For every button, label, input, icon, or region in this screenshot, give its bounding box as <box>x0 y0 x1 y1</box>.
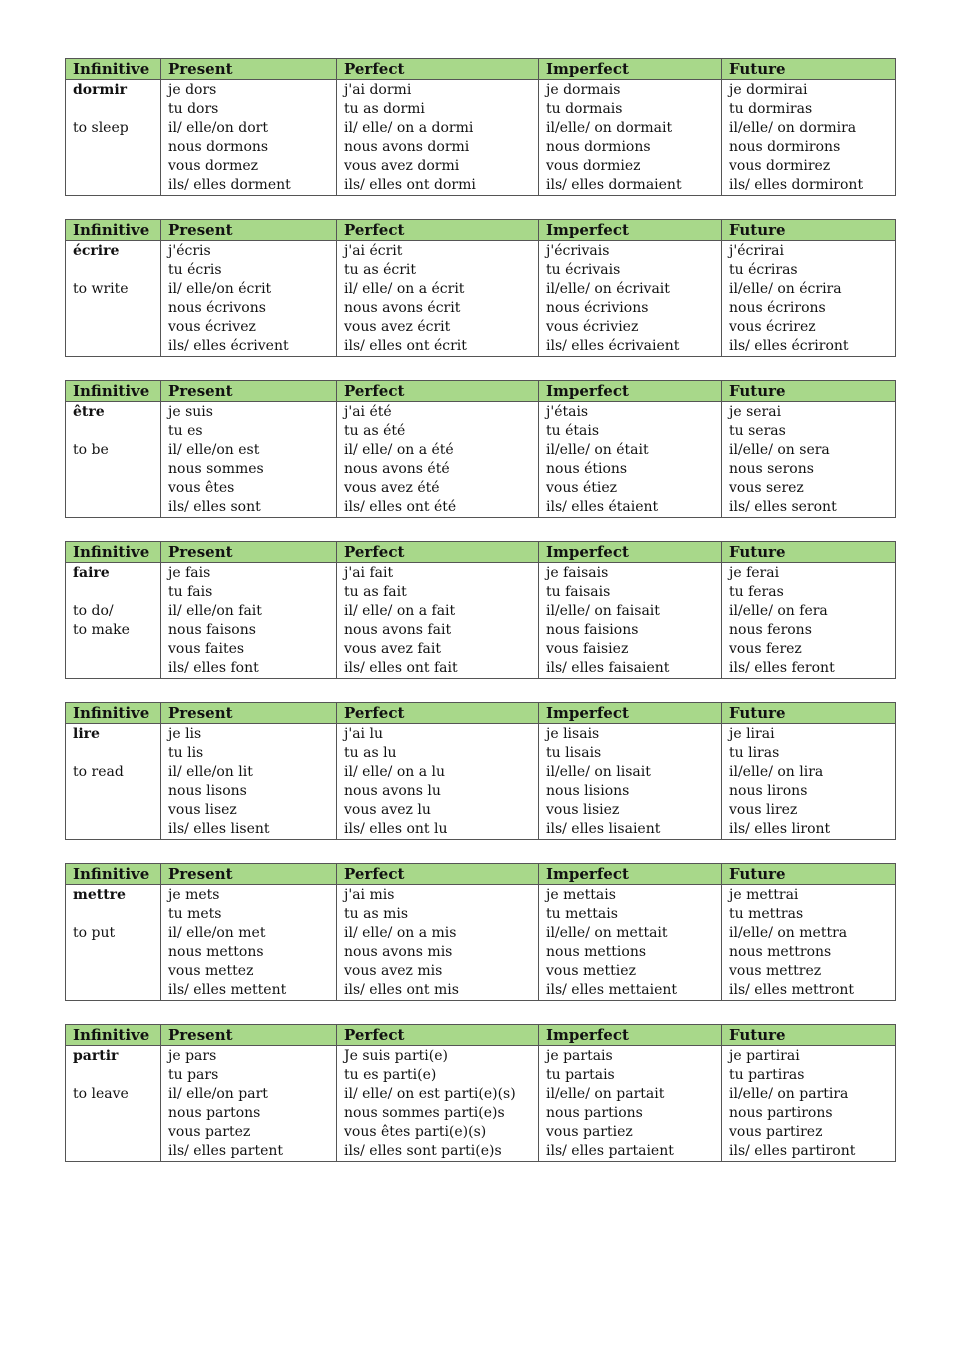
conjugation-line: vous dormez <box>168 158 259 174</box>
conjugation-line: il/ elle/ on a été <box>344 442 454 458</box>
conjugation-line: nous mettions <box>546 944 647 960</box>
column-header: Perfect <box>337 542 539 563</box>
conjugation-line: nous écrirons <box>729 300 826 316</box>
conjugation-line: nous mettons <box>168 944 264 960</box>
conjugation-line: tu fais <box>168 584 213 600</box>
conjugation-line: il/elle/ on partait <box>546 1086 665 1102</box>
imperfect-cell <box>539 563 722 679</box>
column-header: Present <box>161 703 337 724</box>
conjugation-line: il/elle/ on dormait <box>546 120 673 136</box>
imperfect-cell <box>539 885 722 1001</box>
column-header: Future <box>722 381 896 402</box>
conjugation-line: je mets <box>168 887 220 903</box>
conjugation-line: tu partais <box>546 1067 615 1083</box>
infinitive: écrire <box>73 243 120 259</box>
conjugation-line: ils/ elles partiront <box>729 1143 856 1159</box>
conjugation-line: tu mettras <box>729 906 804 922</box>
conjugation-line: j'écrirai <box>729 243 785 259</box>
conjugation-line: il/elle/ on écrira <box>729 281 842 297</box>
spacer <box>73 100 160 119</box>
column-header: Infinitive <box>66 59 161 80</box>
conjugation-line: tu lisais <box>546 745 602 761</box>
column-header: Imperfect <box>539 220 722 241</box>
conjugation-line: il/elle/ on écrivait <box>546 281 670 297</box>
column-header: Future <box>722 703 896 724</box>
conjugation-line: vous dormirez <box>729 158 831 174</box>
verb-table-2 <box>65 380 896 518</box>
column-header: Perfect <box>337 381 539 402</box>
meaning: to make <box>73 622 130 638</box>
header-row <box>66 542 896 563</box>
conjugation-line: je suis <box>168 404 213 420</box>
conjugation-line: tu as fait <box>344 584 407 600</box>
conjugation-line: Je suis parti(e) <box>344 1048 448 1064</box>
conjugation-line: ils/ elles mettent <box>168 982 287 998</box>
conjugation-line: nous dormons <box>168 139 269 155</box>
table-row <box>66 1046 896 1162</box>
conjugation-line: ils/ elles lisent <box>168 821 270 837</box>
column-header: Future <box>722 59 896 80</box>
conjugation-line: il/ elle/on fait <box>168 603 262 619</box>
conjugation-line: je lisais <box>546 726 600 742</box>
present-cell <box>161 241 337 357</box>
conjugation-line: il/elle/ on lira <box>729 764 824 780</box>
imperfect-cell <box>539 1046 722 1162</box>
table-row <box>66 80 896 196</box>
infinitive-cell <box>66 563 161 679</box>
column-header: Present <box>161 1025 337 1046</box>
conjugation-line: je mettrai <box>729 887 799 903</box>
conjugation-line: ils/ elles sont <box>168 499 261 515</box>
table-row <box>66 402 896 518</box>
conjugation-line: vous faisiez <box>546 641 629 657</box>
infinitive-cell <box>66 1046 161 1162</box>
conjugation-line: j'écrivais <box>546 243 610 259</box>
column-header: Imperfect <box>539 59 722 80</box>
conjugation-line: tu écris <box>168 262 222 278</box>
conjugation-line: nous dormions <box>546 139 651 155</box>
conjugation-line: j'écris <box>168 243 211 259</box>
conjugation-line: tu mettais <box>546 906 618 922</box>
conjugation-line: il/elle/ on dormira <box>729 120 857 136</box>
infinitive-cell <box>66 885 161 1001</box>
conjugation-line: je serai <box>729 404 782 420</box>
conjugation-line: tu liras <box>729 745 780 761</box>
perfect-cell <box>337 241 539 357</box>
conjugation-line: je faisais <box>546 565 609 581</box>
conjugation-line: nous avons fait <box>344 622 452 638</box>
conjugation-line: tu feras <box>729 584 784 600</box>
conjugation-line: nous écrivons <box>168 300 266 316</box>
header-row <box>66 381 896 402</box>
conjugation-line: ils/ elles ont été <box>344 499 457 515</box>
table-row <box>66 563 896 679</box>
conjugation-line: il/ elle/ on a lu <box>344 764 446 780</box>
column-header: Present <box>161 59 337 80</box>
future-cell <box>722 1046 896 1162</box>
conjugation-line: vous lisez <box>168 802 237 818</box>
conjugation-line: il/ elle/ on a écrit <box>344 281 465 297</box>
conjugation-line: je dors <box>168 82 217 98</box>
column-header: Present <box>161 542 337 563</box>
spacer <box>73 1066 160 1085</box>
conjugation-line: nous partons <box>168 1105 261 1121</box>
conjugation-line: j'ai écrit <box>344 243 403 259</box>
conjugation-line: tu partiras <box>729 1067 805 1083</box>
header-row <box>66 1025 896 1046</box>
conjugation-line: nous avons dormi <box>344 139 470 155</box>
conjugation-line: vous étiez <box>546 480 618 496</box>
conjugation-line: ils/ elles dorment <box>168 177 291 193</box>
conjugation-line: il/ elle/ on est parti(e)(s) <box>344 1086 516 1102</box>
conjugation-line: nous lisions <box>546 783 630 799</box>
column-header: Future <box>722 1025 896 1046</box>
meaning: to put <box>73 925 116 941</box>
conjugation-line: tu as écrit <box>344 262 416 278</box>
conjugation-line: tu as mis <box>344 906 409 922</box>
conjugation-line: ils/ elles ont mis <box>344 982 459 998</box>
conjugation-line: tu as été <box>344 423 406 439</box>
column-header: Imperfect <box>539 1025 722 1046</box>
conjugation-line: ils/ elles écriront <box>729 338 849 354</box>
spacer <box>73 583 160 602</box>
conjugation-line: il/ elle/on part <box>168 1086 268 1102</box>
conjugation-line: tu dormiras <box>729 101 813 117</box>
verb-table-1 <box>65 219 896 357</box>
present-cell <box>161 1046 337 1162</box>
conjugation-line: vous écriviez <box>546 319 639 335</box>
conjugation-line: tu faisais <box>546 584 611 600</box>
table-row <box>66 724 896 840</box>
conjugation-line: tu pars <box>168 1067 219 1083</box>
conjugation-line: ils/ elles faisaient <box>546 660 670 676</box>
column-header: Imperfect <box>539 703 722 724</box>
column-header: Imperfect <box>539 542 722 563</box>
spacer <box>73 261 160 280</box>
conjugation-line: ils/ elles lisaient <box>546 821 661 837</box>
conjugation-line: vous mettez <box>168 963 254 979</box>
conjugation-line: vous ferez <box>729 641 802 657</box>
conjugation-line: tu lis <box>168 745 204 761</box>
header-row <box>66 220 896 241</box>
conjugation-line: nous avons été <box>344 461 450 477</box>
present-cell <box>161 402 337 518</box>
spacer <box>73 905 160 924</box>
conjugation-line: ils/ elles partent <box>168 1143 284 1159</box>
table-row <box>66 241 896 357</box>
conjugation-line: j'ai été <box>344 404 392 420</box>
conjugation-line: nous faisons <box>168 622 256 638</box>
verb-tables <box>65 58 895 1185</box>
conjugation-line: vous partiez <box>546 1124 633 1140</box>
conjugation-line: nous sommes <box>168 461 264 477</box>
meaning: to leave <box>73 1086 129 1102</box>
conjugation-line: il/elle/ on sera <box>729 442 830 458</box>
conjugation-line: nous partirons <box>729 1105 833 1121</box>
conjugation-line: il/elle/ on fera <box>729 603 828 619</box>
conjugation-line: tu es <box>168 423 203 439</box>
imperfect-cell <box>539 402 722 518</box>
conjugation-line: nous lisons <box>168 783 247 799</box>
perfect-cell <box>337 402 539 518</box>
spacer <box>73 422 160 441</box>
conjugation-line: j'ai lu <box>344 726 383 742</box>
conjugation-line: nous mettrons <box>729 944 832 960</box>
spacer <box>73 744 160 763</box>
conjugation-line: tu étais <box>546 423 600 439</box>
conjugation-line: il/elle/ on partira <box>729 1086 849 1102</box>
conjugation-line: tu as lu <box>344 745 397 761</box>
conjugation-line: ils/ elles seront <box>729 499 837 515</box>
conjugation-line: il/ elle/on écrit <box>168 281 272 297</box>
conjugation-line: vous dormiez <box>546 158 641 174</box>
perfect-cell <box>337 80 539 196</box>
conjugation-line: nous faisions <box>546 622 639 638</box>
conjugation-line: ils/ elles ont écrit <box>344 338 467 354</box>
infinitive: mettre <box>73 887 126 903</box>
conjugation-line: vous lisiez <box>546 802 620 818</box>
present-cell <box>161 80 337 196</box>
header-row <box>66 59 896 80</box>
column-header: Infinitive <box>66 1025 161 1046</box>
conjugation-line: il/ elle/ on a mis <box>344 925 457 941</box>
column-header: Perfect <box>337 59 539 80</box>
infinitive-cell <box>66 241 161 357</box>
conjugation-line: ils/ elles dormaient <box>546 177 682 193</box>
conjugation-line: j'ai fait <box>344 565 394 581</box>
present-cell <box>161 563 337 679</box>
conjugation-line: ils/ elles mettront <box>729 982 855 998</box>
conjugation-line: ils/ elles écrivent <box>168 338 289 354</box>
present-cell <box>161 724 337 840</box>
conjugation-line: tu écrivais <box>546 262 621 278</box>
future-cell <box>722 724 896 840</box>
column-header: Infinitive <box>66 381 161 402</box>
header-row <box>66 864 896 885</box>
conjugation-line: je partirai <box>729 1048 800 1064</box>
future-cell <box>722 885 896 1001</box>
perfect-cell <box>337 563 539 679</box>
column-header: Imperfect <box>539 381 722 402</box>
conjugation-line: nous étions <box>546 461 628 477</box>
perfect-cell <box>337 724 539 840</box>
conjugation-line: vous faites <box>168 641 245 657</box>
conjugation-line: vous partirez <box>729 1124 823 1140</box>
conjugation-line: ils/ elles écrivaient <box>546 338 680 354</box>
meaning: to do/ <box>73 603 114 619</box>
conjugation-line: je dormirai <box>729 82 808 98</box>
infinitive: être <box>73 404 105 420</box>
perfect-cell <box>337 1046 539 1162</box>
conjugation-line: je partais <box>546 1048 613 1064</box>
conjugation-line: vous avez lu <box>344 802 431 818</box>
conjugation-line: je pars <box>168 1048 217 1064</box>
conjugation-line: tu écriras <box>729 262 798 278</box>
conjugation-line: ils/ elles ont lu <box>344 821 448 837</box>
conjugation-line: il/ elle/on lit <box>168 764 253 780</box>
meaning: to write <box>73 281 129 297</box>
infinitive-cell <box>66 80 161 196</box>
conjugation-line: il/ elle/on est <box>168 442 260 458</box>
conjugation-line: ils/ elles sont parti(e)s <box>344 1143 502 1159</box>
column-header: Infinitive <box>66 703 161 724</box>
infinitive: partir <box>73 1048 119 1064</box>
infinitive-cell <box>66 402 161 518</box>
conjugation-line: nous avons écrit <box>344 300 461 316</box>
infinitive: dormir <box>73 82 128 98</box>
conjugation-line: ils/ elles ont fait <box>344 660 458 676</box>
imperfect-cell <box>539 80 722 196</box>
conjugation-line: vous avez fait <box>344 641 441 657</box>
verb-table-3 <box>65 541 896 679</box>
conjugation-line: j'ai mis <box>344 887 395 903</box>
conjugation-line: tu as dormi <box>344 101 425 117</box>
conjugation-line: il/elle/ on était <box>546 442 649 458</box>
conjugation-line: vous partez <box>168 1124 251 1140</box>
conjugation-line: je ferai <box>729 565 780 581</box>
column-header: Present <box>161 220 337 241</box>
conjugation-line: tu seras <box>729 423 786 439</box>
meaning: to sleep <box>73 120 129 136</box>
column-header: Infinitive <box>66 864 161 885</box>
conjugation-line: je mettais <box>546 887 616 903</box>
conjugation-line: vous avez dormi <box>344 158 460 174</box>
column-header: Future <box>722 542 896 563</box>
conjugation-line: vous écrirez <box>729 319 816 335</box>
column-header: Future <box>722 220 896 241</box>
conjugation-line: je fais <box>168 565 211 581</box>
conjugation-line: j'étais <box>546 404 589 420</box>
conjugation-line: nous lirons <box>729 783 808 799</box>
imperfect-cell <box>539 241 722 357</box>
conjugation-line: je dormais <box>546 82 621 98</box>
conjugation-line: il/elle/ on mettait <box>546 925 668 941</box>
conjugation-line: nous partions <box>546 1105 643 1121</box>
conjugation-line: tu es parti(e) <box>344 1067 437 1083</box>
conjugation-line: vous avez mis <box>344 963 443 979</box>
conjugation-line: il/ elle/on met <box>168 925 266 941</box>
imperfect-cell <box>539 724 722 840</box>
future-cell <box>722 402 896 518</box>
conjugation-line: il/ elle/on dort <box>168 120 268 136</box>
meaning: to read <box>73 764 124 780</box>
conjugation-line: ils/ elles ont dormi <box>344 177 476 193</box>
perfect-cell <box>337 885 539 1001</box>
column-header: Present <box>161 864 337 885</box>
conjugation-line: vous êtes parti(e)(s) <box>344 1124 487 1140</box>
conjugation-line: j'ai dormi <box>344 82 412 98</box>
conjugation-line: ils/ elles liront <box>729 821 831 837</box>
future-cell <box>722 80 896 196</box>
verb-table-0 <box>65 58 896 196</box>
column-header: Infinitive <box>66 220 161 241</box>
conjugation-line: il/elle/ on faisait <box>546 603 660 619</box>
present-cell <box>161 885 337 1001</box>
conjugation-line: il/elle/ on mettra <box>729 925 848 941</box>
conjugation-line: vous écrivez <box>168 319 256 335</box>
conjugation-line: vous êtes <box>168 480 235 496</box>
verb-table-4 <box>65 702 896 840</box>
conjugation-line: vous avez été <box>344 480 440 496</box>
conjugation-line: nous serons <box>729 461 814 477</box>
conjugation-line: vous mettiez <box>546 963 636 979</box>
conjugation-line: ils/ elles font <box>168 660 259 676</box>
conjugation-line: nous sommes parti(e)s <box>344 1105 505 1121</box>
conjugation-line: nous avons lu <box>344 783 441 799</box>
conjugation-line: nous écrivions <box>546 300 649 316</box>
verb-table-6 <box>65 1024 896 1162</box>
conjugation-line: il/ elle/ on a fait <box>344 603 456 619</box>
conjugation-line: tu dors <box>168 101 219 117</box>
conjugation-line: ils/ elles partaient <box>546 1143 674 1159</box>
meaning: to be <box>73 442 109 458</box>
infinitive-cell <box>66 724 161 840</box>
column-header: Perfect <box>337 864 539 885</box>
conjugation-line: je lirai <box>729 726 775 742</box>
table-row <box>66 885 896 1001</box>
conjugation-line: ils/ elles dormiront <box>729 177 864 193</box>
conjugation-line: ils/ elles feront <box>729 660 835 676</box>
future-cell <box>722 563 896 679</box>
conjugation-line: vous avez écrit <box>344 319 451 335</box>
conjugation-line: vous serez <box>729 480 804 496</box>
conjugation-line: vous lirez <box>729 802 798 818</box>
verb-table-5 <box>65 863 896 1001</box>
column-header: Infinitive <box>66 542 161 563</box>
conjugation-line: il/elle/ on lisait <box>546 764 651 780</box>
conjugation-line: ils/ elles étaient <box>546 499 659 515</box>
conjugation-line: nous avons mis <box>344 944 453 960</box>
conjugation-line: ils/ elles mettaient <box>546 982 678 998</box>
column-header: Future <box>722 864 896 885</box>
column-header: Perfect <box>337 220 539 241</box>
infinitive: faire <box>73 565 110 581</box>
column-header: Perfect <box>337 1025 539 1046</box>
conjugation-line: je lis <box>168 726 202 742</box>
column-header: Perfect <box>337 703 539 724</box>
infinitive: lire <box>73 726 100 742</box>
column-header: Present <box>161 381 337 402</box>
header-row <box>66 703 896 724</box>
conjugation-line: nous dormirons <box>729 139 841 155</box>
conjugation-line: il/ elle/ on a dormi <box>344 120 474 136</box>
conjugation-line: vous mettrez <box>729 963 822 979</box>
conjugation-line: nous ferons <box>729 622 812 638</box>
conjugation-line: tu dormais <box>546 101 623 117</box>
conjugation-line: tu mets <box>168 906 222 922</box>
future-cell <box>722 241 896 357</box>
column-header: Imperfect <box>539 864 722 885</box>
